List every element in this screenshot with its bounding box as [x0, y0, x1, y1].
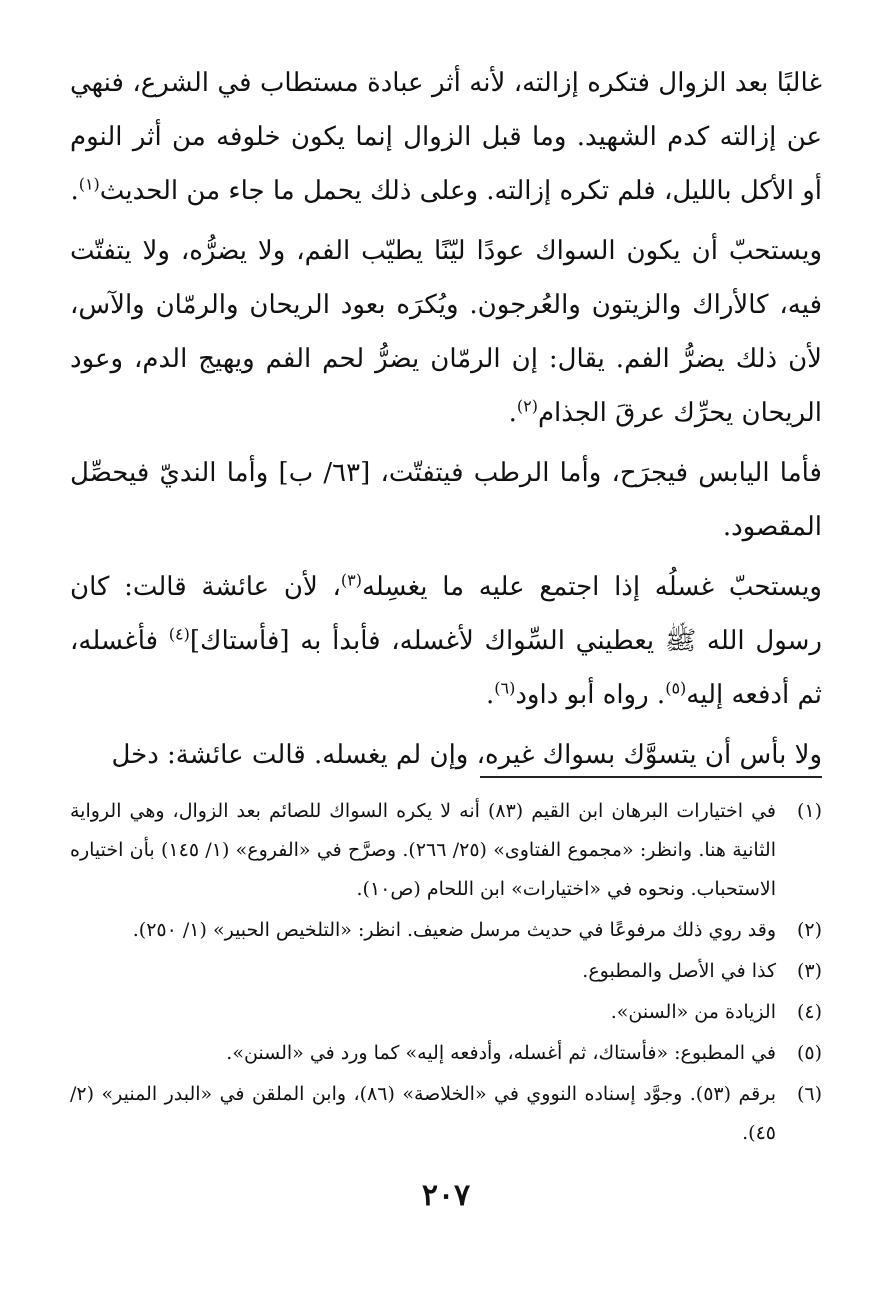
- footnote-ref-2[interactable]: (٢): [516, 396, 538, 416]
- paragraph-4-text: ويستحبّ غسلُه إذا اجتمع عليه ما يغسِله: [361, 572, 822, 602]
- footnote-number: (٤): [796, 1001, 822, 1023]
- footnote-number: (٦): [796, 1083, 822, 1105]
- paragraph-4-mid2: فأغسله، ثم أدفعه إليه: [70, 626, 822, 710]
- footnote-ref-3[interactable]: (٣): [340, 570, 362, 590]
- footnote-number: (٢): [796, 919, 822, 941]
- footnote-text: وقد روي ذلك مرفوعًا في حديث مرسل ضعيف. انظر: «التلخيص الحبير» (١/ ٢٥٠).: [132, 919, 776, 941]
- footnote-ref-6[interactable]: (٦): [494, 678, 516, 698]
- footnote-text: في اختيارات البرهان ابن القيم (٨٣) أنه لا يكره السواك للصائم بعد الزوال، وهي الرواية الثانية هنا. وانظر: «مجموع الفتاوى» (٢٥/ ٢٦٦). وصرَّح في «الفروع» (١/ ١٤٥) بأن اختياره الاستحباب. ونحوه في «اختيارات» ابن اللحام (ص١٠).: [70, 800, 776, 900]
- footnote-text: برقم (٥٣). وجوَّد إسناده النووي في «الخلاصة» (٨٦)، وابن الملقن في «البدر المنير» (٢/ ٤٥).: [70, 1083, 777, 1144]
- footnote-text: في المطبوع: «فأستاك، ثم أغسله، وأدفعه إليه» كما ورد في «السنن».: [226, 1042, 776, 1064]
- paragraph-4-end: .: [485, 680, 495, 710]
- paragraph-4-mid3: . رواه أبو داود: [515, 680, 666, 710]
- page-body: [70, 56, 822, 788]
- footnote-text: الزيادة من «السنن».: [610, 1001, 776, 1023]
- page-number: ٢٠٧: [421, 1178, 471, 1213]
- footnote-ref-5[interactable]: (٥): [665, 678, 687, 698]
- main-text: [70, 56, 822, 782]
- paragraph-2-text: ويستحبّ أن يكون السواك عودًا ليّنًا يطيّب الفم، ولا يضرُّه، ولا يتفتّت فيه، كالأراك والزيتون والعُرجون. ويُكرَه بعود الريحان والرمّان والآس، لأن ذلك يضرُّ الفم. يقال: إن الرمّان يضرُّ لحم الفم ويهيج الدم، وعود الريحان يحرِّك عرقَ الجذام: [70, 236, 822, 428]
- footnote-2: [70, 911, 822, 950]
- footnote-number: (٥): [796, 1042, 822, 1064]
- footnote-1: [70, 792, 822, 909]
- paragraph-3-text: فأما اليابس فيجرَح، وأما الرطب فيتفتّت، [٦٣/ ب] وأما النديّ فيحصِّل المقصود.: [70, 458, 822, 542]
- paragraph-5-text: ولا بأس أن يتسوَّك بسواك غيره، وإن لم يغسله. قالت عائشة: دخل: [111, 740, 822, 770]
- paragraph-1: [70, 56, 822, 218]
- footnote-ref-4[interactable]: (٤): [168, 624, 190, 644]
- footnote-text: كذا في الأصل والمطبوع.: [582, 960, 776, 982]
- paragraph-1-text: غالبًا بعد الزوال فتكره إزالته، لأنه أثر عبادة مستطاب في الشرع، فنهي عن إزالته كدم الشهيد. وما قبل الزوال إنما يكون خلوفه من أثر النوم أو الأكل بالليل، فلم تكره إزالته. وعلى ذلك يحمل ما جاء من الحديث: [70, 68, 822, 206]
- paragraph-5: [70, 728, 822, 782]
- footnote-number: (١): [796, 800, 822, 822]
- paragraph-4: [70, 560, 822, 722]
- footnote-divider: [480, 776, 822, 778]
- footnote-3: [70, 952, 822, 991]
- paragraph-1-end: .: [70, 176, 79, 206]
- paragraph-3: [70, 446, 822, 554]
- footnote-number: (٣): [796, 960, 822, 982]
- footnote-5: [70, 1034, 822, 1073]
- footnote-6: [70, 1075, 822, 1153]
- paragraph-2-end: .: [508, 398, 517, 428]
- footnote-ref-1[interactable]: (١): [78, 174, 100, 194]
- paragraph-4-mid: ، لأن عائشة قالت: كان رسول الله ﷺ يعطيني السِّواك لأغسله، فأبدأ به [فأستاك]: [70, 572, 822, 656]
- paragraph-2: [70, 224, 822, 440]
- footnotes: [70, 792, 822, 1155]
- footnote-4: [70, 993, 822, 1032]
